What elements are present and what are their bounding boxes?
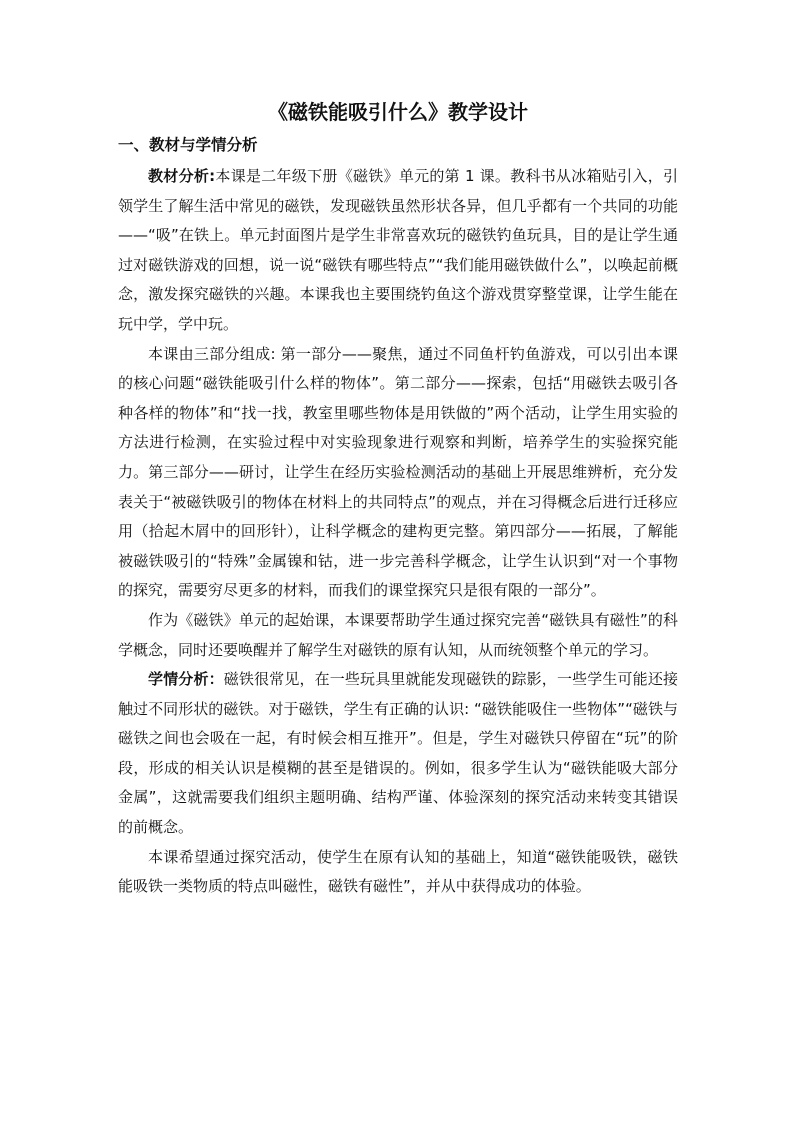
unit-start-paragraph: 作为《磁铁》单元的起始课，本课要帮助学生通过探究完善“磁铁具有磁性”的科学概念，同时还要唤醒并了解学生对磁铁的原有认知，从而统领整个单元的学习。: [118, 610, 678, 659]
document-page: [118, 98, 678, 902]
learner-analysis-paragraph: [118, 665, 678, 843]
section-heading: 一、教材与学情分析: [118, 135, 258, 154]
textbook-analysis-label: 教材分析:: [148, 167, 216, 185]
learner-analysis-text: 磁铁很常见，在一些玩具里就能发现磁铁的踪影，一些学生可能还接触过不同形状的磁铁。对于磁铁，学生有正确的认识: “磁铁能吸住一些物体”“磁铁与磁铁之间也会吸在一起，有时候会相互推开”。但是，学生对磁铁只停留在“玩”的阶段，形成的相关认识是模糊的甚至是错误的。例如，很多学生认为“磁铁能吸大部分金属”，这就需要我们组织主题明确、结构严谨、体验深刻的探究活动来转变其错误的前概念。: [118, 670, 678, 837]
textbook-analysis-text: 本课是二年级下册《磁铁》单元的第 1 课。教科书从冰箱贴引入，引领学生了解生活中常见的磁铁，发现磁铁虽然形状各异，但几乎都有一个共同的功能——“吸”在铁上。单元封面图片是学生非常喜欢玩的磁铁钓鱼玩具，目的是让学生通过对磁铁游戏的回想，说一说“磁铁有哪些特点”“我们能用磁铁做什么”，以唤起前概念，激发探究磁铁的兴趣。本课我也主要围绕钓鱼这个游戏贯穿整堂课，让学生能在玩中学，学中玩。: [118, 167, 678, 333]
lesson-goal-paragraph: 本课希望通过探究活动，使学生在原有认知的基础上，知道“磁铁能吸铁，磁铁能吸铁一类物质的特点叫磁性，磁铁有磁性”，并从中获得成功的体验。: [118, 847, 678, 896]
textbook-analysis-paragraph: [118, 162, 678, 340]
learner-analysis-label: 学情分析：: [148, 670, 224, 689]
document-title: 《磁铁能吸引什么》教学设计: [268, 100, 528, 124]
lesson-structure-paragraph: 本课由三部分组成: 第一部分——聚焦，通过不同鱼杆钓鱼游戏，可以引出本课的核心问题“磁铁能吸引什么样的物体”。第二部分——探索，包括“用磁铁去吸引各种各样的物体”和“找一找，教室里哪些物体是用铁做的”两个活动，让学生用实验的方法进行检测，在实验过程中对实验现象进行观察和判断，培养学生的实验探究能力。第三部分——研讨，让学生在经历实验检测活动的基础上开展思维辨析，充分发表关于“被磁铁吸引的物体在材料上的共同特点”的观点，并在习得概念后进行迁移应用（拾起木屑中的回形针），让科学概念的建构更完整。第四部分——拓展，了解能被磁铁吸引的“特殊”金属镍和钴，进一步完善科学概念，让学生认识到“对一个事物的探究，需要穷尽更多的材料，而我们的课堂探究只是很有限的一部分”。: [118, 344, 678, 600]
